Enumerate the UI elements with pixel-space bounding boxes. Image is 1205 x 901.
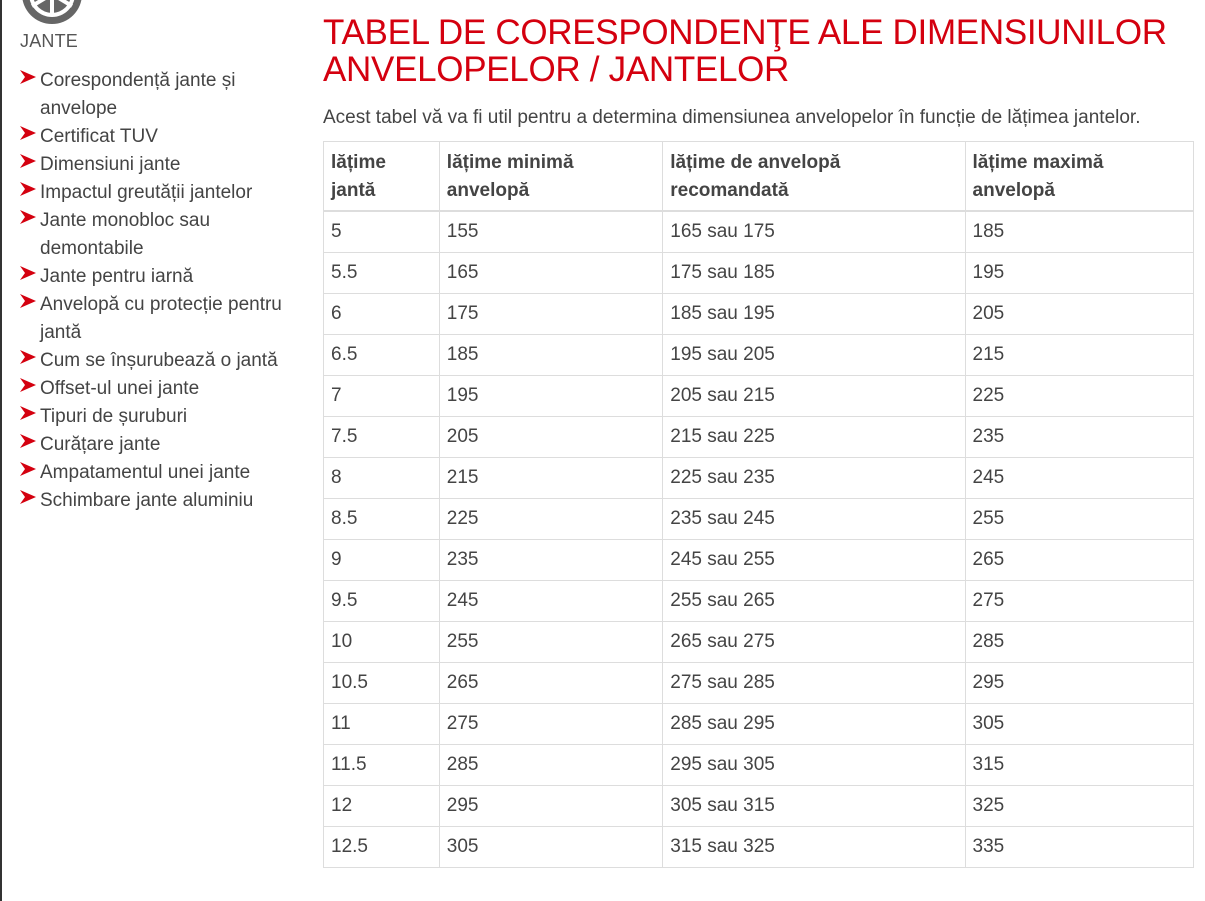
cell-recommended-tire-width: 205 sau 215 — [663, 376, 965, 417]
sidebar-nav-label: Impactul greutății jantelor — [40, 182, 253, 203]
cell-min-tire-width: 285 — [439, 745, 662, 786]
cell-rim-width: 5.5 — [324, 253, 440, 294]
cell-max-tire-width: 305 — [965, 704, 1193, 745]
category-label[interactable]: JANTE — [20, 31, 79, 51]
sidebar-nav-item[interactable] — [18, 207, 288, 263]
cell-recommended-tire-width: 235 sau 245 — [663, 499, 965, 540]
cell-max-tire-width: 275 — [965, 581, 1193, 622]
arrow-right-icon — [20, 462, 36, 476]
sidebar-nav-label: Schimbare jante aluminiu — [40, 490, 254, 511]
cell-min-tire-width: 295 — [439, 786, 662, 827]
table-row — [324, 663, 1194, 704]
table-row — [324, 786, 1194, 827]
cell-recommended-tire-width: 215 sau 225 — [663, 417, 965, 458]
cell-max-tire-width: 285 — [965, 622, 1193, 663]
sidebar-nav-item[interactable] — [18, 179, 288, 207]
sidebar-nav-item[interactable] — [18, 403, 288, 431]
arrow-right-icon — [20, 378, 36, 392]
cell-min-tire-width: 275 — [439, 704, 662, 745]
cell-min-tire-width: 175 — [439, 294, 662, 335]
cell-rim-width: 9.5 — [324, 581, 440, 622]
cell-max-tire-width: 295 — [965, 663, 1193, 704]
table-row — [324, 745, 1194, 786]
cell-rim-width: 8 — [324, 458, 440, 499]
table-row — [324, 376, 1194, 417]
sidebar-nav-item[interactable] — [18, 431, 288, 459]
cell-rim-width: 10.5 — [324, 663, 440, 704]
sidebar-nav-item[interactable] — [18, 487, 288, 515]
sidebar-nav-item[interactable] — [18, 291, 288, 347]
cell-recommended-tire-width: 255 sau 265 — [663, 581, 965, 622]
table-row — [324, 827, 1194, 868]
cell-max-tire-width: 325 — [965, 786, 1193, 827]
cell-recommended-tire-width: 185 sau 195 — [663, 294, 965, 335]
cell-min-tire-width: 235 — [439, 540, 662, 581]
cell-min-tire-width: 185 — [439, 335, 662, 376]
cell-max-tire-width: 245 — [965, 458, 1193, 499]
cell-min-tire-width: 195 — [439, 376, 662, 417]
page-title: TABEL DE CORESPONDENŢE ALE DIMENSIUNILOR ANVELOPELOR / JANTELOR — [323, 13, 1167, 89]
cell-max-tire-width: 225 — [965, 376, 1193, 417]
cell-recommended-tire-width: 265 sau 275 — [663, 622, 965, 663]
sidebar-nav-label: Corespondență jante și anvelope — [40, 70, 236, 119]
table-body — [324, 211, 1194, 868]
header-rim-width: lățime jantă — [324, 142, 440, 212]
header-recommended-tire-width: lățime de anvelopă recomandată — [663, 142, 965, 212]
cell-rim-width: 7 — [324, 376, 440, 417]
arrow-right-icon — [20, 434, 36, 448]
table-row — [324, 540, 1194, 581]
sidebar-nav-item[interactable] — [18, 347, 288, 375]
cell-max-tire-width: 215 — [965, 335, 1193, 376]
cell-min-tire-width: 155 — [439, 211, 662, 253]
cell-rim-width: 12 — [324, 786, 440, 827]
cell-recommended-tire-width: 315 sau 325 — [663, 827, 965, 868]
header-min-tire-width: lățime minimă anvelopă — [439, 142, 662, 212]
sidebar-nav-item[interactable] — [18, 263, 288, 291]
cell-min-tire-width: 215 — [439, 458, 662, 499]
table-row — [324, 622, 1194, 663]
cell-min-tire-width: 265 — [439, 663, 662, 704]
sidebar-nav-label: Dimensiuni jante — [40, 154, 181, 175]
arrow-right-icon — [20, 490, 36, 504]
sidebar-nav-label: Anvelopă cu protecție pentru jantă — [40, 294, 282, 343]
table-row — [324, 704, 1194, 745]
arrow-right-icon — [20, 350, 36, 364]
cell-rim-width: 12.5 — [324, 827, 440, 868]
cell-max-tire-width: 265 — [965, 540, 1193, 581]
cell-rim-width: 6.5 — [324, 335, 440, 376]
table-row — [324, 417, 1194, 458]
arrow-right-icon — [20, 294, 36, 308]
intro-text: Acest tabel vă va fi util pentru a determina dimensiunea anvelopelor în funcție de lățimea jantelor. — [323, 107, 1141, 128]
cell-max-tire-width: 235 — [965, 417, 1193, 458]
cell-recommended-tire-width: 275 sau 285 — [663, 663, 965, 704]
arrow-right-icon — [20, 182, 36, 196]
cell-recommended-tire-width: 305 sau 315 — [663, 786, 965, 827]
table-row — [324, 253, 1194, 294]
cell-recommended-tire-width: 285 sau 295 — [663, 704, 965, 745]
arrow-right-icon — [20, 406, 36, 420]
cell-recommended-tire-width: 245 sau 255 — [663, 540, 965, 581]
sidebar-nav-label: Tipuri de șuruburi — [40, 406, 188, 427]
sidebar-nav-label: Offset-ul unei jante — [40, 378, 200, 399]
left-border — [0, 0, 2, 901]
table-row — [324, 335, 1194, 376]
cell-rim-width: 10 — [324, 622, 440, 663]
cell-recommended-tire-width: 165 sau 175 — [663, 211, 965, 253]
table-row — [324, 581, 1194, 622]
cell-min-tire-width: 205 — [439, 417, 662, 458]
table-row — [324, 294, 1194, 335]
header-max-tire-width: lățime maximă anvelopă — [965, 142, 1193, 212]
cell-recommended-tire-width: 195 sau 205 — [663, 335, 965, 376]
size-correspondence-table — [323, 141, 1194, 868]
sidebar-nav-label: Ampatamentul unei jante — [40, 462, 251, 483]
cell-recommended-tire-width: 225 sau 235 — [663, 458, 965, 499]
cell-rim-width: 7.5 — [324, 417, 440, 458]
sidebar-nav-item[interactable] — [18, 151, 288, 179]
cell-max-tire-width: 335 — [965, 827, 1193, 868]
arrow-right-icon — [20, 126, 36, 140]
sidebar-nav-label: Cum se înșurubează o jantă — [40, 350, 278, 371]
table-row — [324, 458, 1194, 499]
cell-max-tire-width: 185 — [965, 211, 1193, 253]
sidebar-nav-item[interactable] — [18, 67, 288, 123]
arrow-right-icon — [20, 266, 36, 280]
table-row — [324, 499, 1194, 540]
arrow-right-icon — [20, 70, 36, 84]
cell-max-tire-width: 255 — [965, 499, 1193, 540]
cell-rim-width: 9 — [324, 540, 440, 581]
cell-max-tire-width: 205 — [965, 294, 1193, 335]
sidebar-nav-label: Jante pentru iarnă — [40, 266, 194, 287]
arrow-right-icon — [20, 210, 36, 224]
cell-recommended-tire-width: 175 sau 185 — [663, 253, 965, 294]
table-header-row — [324, 142, 1194, 212]
cell-min-tire-width: 165 — [439, 253, 662, 294]
sidebar-nav-list — [18, 67, 288, 515]
arrow-right-icon — [20, 154, 36, 168]
main-content — [323, 14, 1195, 868]
cell-recommended-tire-width: 295 sau 305 — [663, 745, 965, 786]
table-row — [324, 211, 1194, 253]
sidebar-nav-item[interactable] — [18, 123, 288, 151]
cell-rim-width: 6 — [324, 294, 440, 335]
cell-min-tire-width: 245 — [439, 581, 662, 622]
cell-min-tire-width: 225 — [439, 499, 662, 540]
cell-rim-width: 11.5 — [324, 745, 440, 786]
cell-rim-width: 11 — [324, 704, 440, 745]
sidebar-nav-item[interactable] — [18, 375, 288, 403]
cell-min-tire-width: 305 — [439, 827, 662, 868]
cell-max-tire-width: 195 — [965, 253, 1193, 294]
sidebar-nav-item[interactable] — [18, 459, 288, 487]
cell-max-tire-width: 315 — [965, 745, 1193, 786]
cell-rim-width: 5 — [324, 211, 440, 253]
sidebar-nav-label: Certificat TUV — [40, 126, 158, 147]
sidebar-nav-label: Jante monobloc sau demontabile — [40, 210, 211, 259]
sidebar-nav-label: Curățare jante — [40, 434, 161, 455]
wheel-icon[interactable] — [18, 0, 86, 28]
cell-rim-width: 8.5 — [324, 499, 440, 540]
cell-min-tire-width: 255 — [439, 622, 662, 663]
